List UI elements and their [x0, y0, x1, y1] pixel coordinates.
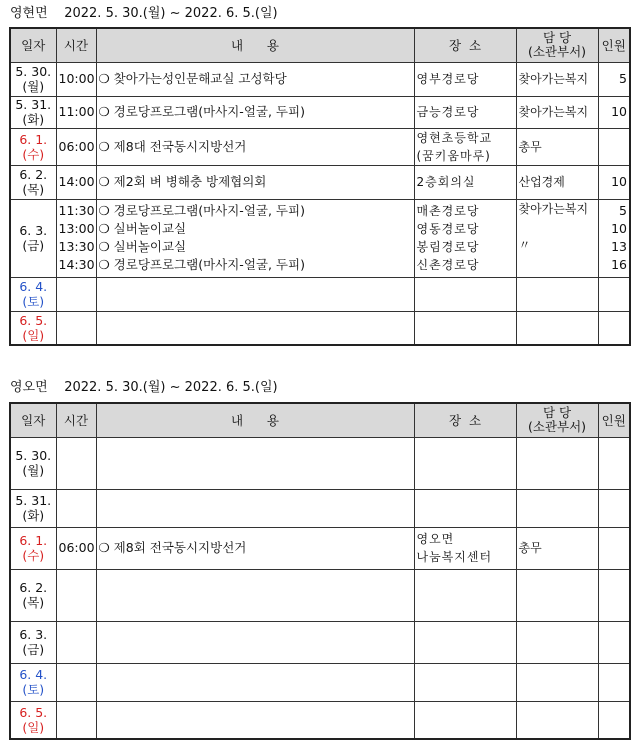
- dept-cell: [516, 489, 598, 527]
- table-row: [10, 62, 630, 96]
- day-label: (목): [22, 182, 45, 197]
- dept-cell: [516, 277, 598, 311]
- section1-period: 2022. 5. 30.(월) ~ 2022. 6. 5.(일): [64, 6, 278, 21]
- dept-cell: [516, 165, 598, 199]
- date-cell: [10, 199, 56, 277]
- place-line: 영오면: [416, 532, 455, 546]
- content-line: ❍ 경로당프로그램(마사지-얼굴, 두피): [98, 203, 305, 218]
- time-line: 14:30: [58, 257, 95, 272]
- dept-line: 총무: [518, 541, 542, 555]
- content-cell: [96, 663, 414, 701]
- content-line: ❍ 제8회 전국동시지방선거: [98, 540, 247, 555]
- place-line: 2층회의실: [416, 175, 476, 189]
- content-line: ❍ 실버놀이교실: [98, 239, 187, 254]
- place-cell: [414, 527, 516, 569]
- date-label: 5. 30.: [15, 64, 52, 79]
- date-cell: [10, 96, 56, 128]
- content-cell: [96, 165, 414, 199]
- day-label: (수): [22, 146, 45, 162]
- time-cell: [56, 621, 96, 663]
- content-cell: [96, 489, 414, 527]
- section1-heading: [10, 2, 278, 21]
- time-cell: [56, 701, 96, 739]
- count-cell: [598, 199, 630, 277]
- content-line: ❍ 경로당프로그램(마사지-얼굴, 두피): [98, 257, 305, 272]
- place-cell: [414, 621, 516, 663]
- content-line: ❍ 제2회 벼 병해충 방제협의회: [98, 174, 267, 189]
- count-cell: [598, 437, 630, 489]
- time-cell: [56, 489, 96, 527]
- header-count: 인원: [598, 403, 630, 437]
- count-line: 5: [619, 71, 627, 86]
- date-cell: [10, 128, 56, 165]
- count-line: [601, 138, 628, 156]
- place-line: 영부경로당: [416, 72, 480, 86]
- place-line-2: (꿈키움마루): [416, 148, 491, 163]
- count-cell: [598, 311, 630, 345]
- section1-table: [9, 27, 631, 346]
- place-cell: [414, 437, 516, 489]
- header-content: 내 용: [96, 28, 414, 62]
- place-cell: [414, 165, 516, 199]
- header-date: 일자: [10, 403, 56, 437]
- table-row: [10, 128, 630, 165]
- place-line: 영현초등학교: [416, 130, 493, 145]
- time-cell: [56, 569, 96, 621]
- time-cell: [56, 128, 96, 165]
- date-label: 6. 3.: [19, 627, 48, 642]
- time-cell: [56, 277, 96, 311]
- table-row: [10, 701, 630, 739]
- header-place: 장 소: [414, 28, 516, 62]
- day-label: (목): [22, 595, 45, 610]
- count-cell: [598, 663, 630, 701]
- place-line: 매촌경로당: [416, 204, 480, 218]
- time-line: 06:00: [58, 138, 95, 154]
- count-cell: [598, 569, 630, 621]
- place-line: 신촌경로당: [416, 258, 480, 272]
- day-label: (금): [22, 642, 45, 657]
- dept-cell: [516, 199, 598, 277]
- section2-heading: [10, 376, 278, 395]
- day-label: (토): [22, 294, 45, 309]
- count-cell: [598, 128, 630, 165]
- table-row: [10, 311, 630, 345]
- place-cell: [414, 489, 516, 527]
- time-cell: [56, 437, 96, 489]
- time-cell: [56, 165, 96, 199]
- day-label: (토): [22, 682, 45, 697]
- time-line: 13:00: [58, 221, 95, 236]
- content-line: ❍ 경로당프로그램(마사지-얼굴, 두피): [98, 104, 305, 119]
- content-cell: [96, 96, 414, 128]
- count-cell: [598, 165, 630, 199]
- header-dept-line2: (소관부서): [527, 44, 587, 60]
- header-dept-line2: (소관부서): [527, 419, 587, 435]
- date-cell: [10, 701, 56, 739]
- header-dept-line1: 담 당: [542, 30, 572, 46]
- date-cell: [10, 311, 56, 345]
- header-count: 인원: [598, 28, 630, 62]
- date-label: 6. 1.: [19, 533, 48, 548]
- dept-cell: [516, 663, 598, 701]
- date-cell: [10, 527, 56, 569]
- place-cell: [414, 311, 516, 345]
- time-cell: [56, 663, 96, 701]
- dept-line: 총무: [518, 139, 542, 154]
- day-label: (화): [22, 508, 45, 523]
- place-cell: [414, 277, 516, 311]
- header-dept-line1: 담 당: [542, 405, 572, 421]
- time-line: 06:00: [58, 540, 95, 555]
- date-cell: [10, 569, 56, 621]
- count-line: 10: [611, 174, 627, 189]
- date-label: 5. 31.: [15, 493, 52, 508]
- date-label: 6. 3.: [19, 223, 48, 238]
- day-label: (일): [22, 327, 45, 343]
- count-line: 16: [611, 257, 627, 272]
- place-cell: [414, 569, 516, 621]
- dept-cell: [516, 96, 598, 128]
- place-line-2: 나눔복지센터: [416, 550, 493, 564]
- table-row: [10, 199, 630, 277]
- date-label: 6. 2.: [19, 167, 48, 182]
- table-row: [10, 96, 630, 128]
- table-row: [10, 569, 630, 621]
- place-cell: [414, 199, 516, 277]
- date-cell: [10, 621, 56, 663]
- count-cell: [598, 489, 630, 527]
- count-cell: [598, 621, 630, 663]
- header-time: 시간: [56, 403, 96, 437]
- place-line: 봉림경로당: [416, 240, 480, 254]
- place-cell: [414, 701, 516, 739]
- count-cell: [598, 701, 630, 739]
- table-row: [10, 489, 630, 527]
- count-cell: [598, 62, 630, 96]
- content-line: ❍ 실버놀이교실: [98, 221, 187, 236]
- time-cell: [56, 311, 96, 345]
- date-label: 6. 5.: [19, 312, 48, 328]
- date-label: 6. 4.: [19, 279, 48, 294]
- dept-cell: [516, 621, 598, 663]
- time-cell: [56, 199, 96, 277]
- date-cell: [10, 62, 56, 96]
- date-label: 6. 4.: [19, 667, 48, 682]
- header-content: 내 용: [96, 403, 414, 437]
- time-line: 11:00: [58, 104, 95, 119]
- header-date: 일자: [10, 28, 56, 62]
- time-cell: [56, 96, 96, 128]
- content-cell: [96, 569, 414, 621]
- count-cell: [598, 277, 630, 311]
- time-cell: [56, 527, 96, 569]
- dept-line: [519, 218, 596, 236]
- date-cell: [10, 489, 56, 527]
- table-row: [10, 527, 630, 569]
- section2-table: [9, 402, 631, 740]
- header-row: [10, 28, 630, 62]
- dept-cell: [516, 569, 598, 621]
- header-place: 장 소: [414, 403, 516, 437]
- content-cell: [96, 621, 414, 663]
- day-label: (일): [22, 719, 45, 735]
- count-line: 5: [619, 203, 627, 218]
- count-line: [601, 539, 628, 557]
- table-row: [10, 621, 630, 663]
- header-row: [10, 403, 630, 437]
- section2-title: 영오면: [10, 380, 48, 395]
- table-row: [10, 437, 630, 489]
- section1-title: 영현면: [10, 6, 48, 21]
- header-dept: [516, 28, 598, 62]
- count-line: 10: [611, 221, 627, 236]
- dept-line: 찾아가는복지: [518, 201, 589, 216]
- date-label: 6. 2.: [19, 580, 48, 595]
- content-cell: [96, 437, 414, 489]
- place-cell: [414, 96, 516, 128]
- time-line: 11:30: [58, 203, 95, 218]
- date-cell: [10, 277, 56, 311]
- dept-cell: [516, 437, 598, 489]
- place-line: 영동경로당: [416, 222, 480, 236]
- table-row: [10, 663, 630, 701]
- time-cell: [56, 62, 96, 96]
- content-cell: [96, 199, 414, 277]
- dept-line: 〃: [518, 237, 531, 252]
- date-label: 5. 30.: [15, 448, 52, 463]
- count-cell: [598, 527, 630, 569]
- header-dept: [516, 403, 598, 437]
- content-cell: [96, 62, 414, 96]
- content-line: ❍ 찾아가는성인문해교실 고성학당: [98, 71, 287, 86]
- content-cell: [96, 527, 414, 569]
- content-cell: [96, 128, 414, 165]
- dept-cell: [516, 311, 598, 345]
- dept-cell: [516, 527, 598, 569]
- dept-line: 산업경제: [518, 175, 565, 189]
- content-cell: [96, 277, 414, 311]
- date-label: 6. 5.: [19, 704, 48, 720]
- section2-period: 2022. 5. 30.(월) ~ 2022. 6. 5.(일): [64, 380, 278, 395]
- content-cell: [96, 311, 414, 345]
- table-row: [10, 165, 630, 199]
- date-cell: [10, 165, 56, 199]
- count-line: 13: [611, 239, 627, 254]
- time-line: 13:30: [58, 239, 95, 254]
- dept-cell: [516, 128, 598, 165]
- date-label: 6. 1.: [19, 131, 48, 147]
- place-line: 금능경로당: [416, 105, 480, 119]
- dept-cell: [516, 701, 598, 739]
- count-cell: [598, 96, 630, 128]
- date-label: 5. 31.: [15, 97, 52, 112]
- table-row: [10, 277, 630, 311]
- place-cell: [414, 128, 516, 165]
- day-label: (월): [22, 463, 45, 478]
- content-cell: [96, 701, 414, 739]
- day-label: (화): [22, 112, 45, 127]
- content-line: ❍ 제8대 전국동시지방선거: [98, 138, 247, 154]
- date-cell: [10, 663, 56, 701]
- time-line: 14:00: [58, 174, 95, 189]
- dept-line: [519, 254, 596, 272]
- time-line: 10:00: [58, 71, 95, 86]
- place-cell: [414, 62, 516, 96]
- day-label: (수): [22, 548, 45, 563]
- date-cell: [10, 437, 56, 489]
- dept-cell: [516, 62, 598, 96]
- dept-line: 찾아가는복지: [518, 72, 589, 86]
- dept-line: 찾아가는복지: [518, 105, 589, 119]
- day-label: (월): [22, 79, 45, 94]
- count-line: 10: [611, 104, 627, 119]
- header-time: 시간: [56, 28, 96, 62]
- place-cell: [414, 663, 516, 701]
- day-label: (금): [22, 238, 45, 253]
